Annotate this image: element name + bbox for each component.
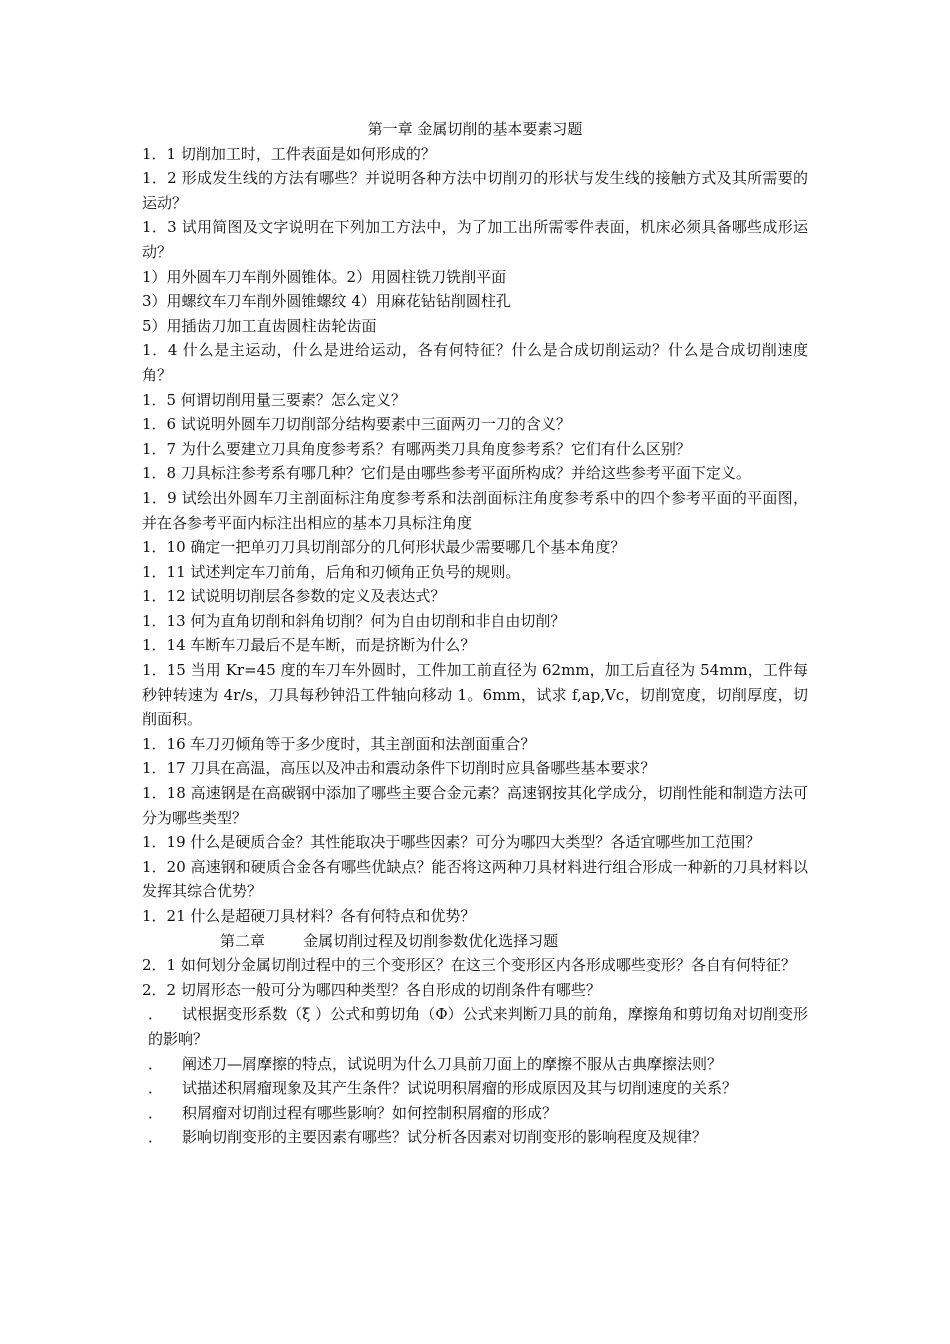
question-1-19: 1．19 什么是硬质合金？其性能取决于哪些因素？可分为哪四大类型？各适宜哪些加工范围？ — [142, 833, 761, 852]
question-1-13: 1．13 何为直角切削和斜角切削？何为自由切削和非自由切削？ — [142, 611, 566, 630]
bullet-question-text: 试描述积屑瘤现象及其产生条件？试说明积屑瘤的形成原因及其与切削速度的关系？ — [182, 1079, 738, 1098]
bullet-mark: ． — [148, 1103, 164, 1122]
question-2-1: 2．1 如何划分金属切削过程中的三个变形区？在这三个变形区内各形成哪些变形？各自有何特征？ — [142, 956, 796, 975]
question-1-16: 1．16 车刀刃倾角等于多少度时，其主剖面和法剖面重合？ — [142, 734, 536, 753]
bullet-question-text: 试根据变形系数（ξ ）公式和剪切角（Φ）公式来判断刀具的前角，摩擦角和剪切角对切削变形的影响？ — [148, 1005, 808, 1048]
question-1-6: 1．6 试说明外圆车刀切削部分结构要素中三面两刃一刀的含义？ — [142, 415, 571, 434]
question-1-3: 1．3 试用简图及文字说明在下列加工方法中，为了加工出所需零件表面，机床必须具备哪些成形运动？ — [142, 218, 808, 261]
question-1-21: 1．21 什么是超硬刀具材料？各有何特点和优势？ — [142, 907, 476, 925]
bullet-question-text: 积屑瘤对切削过程有哪些影响？如何控制积屑瘤的形成？ — [182, 1103, 558, 1122]
question-1-4: 1．4 什么是主运动，什么是进给运动，各有何特征？什么是合成切削运动？什么是合成切削速度角？ — [142, 341, 808, 384]
bullet-question-text: 阐述刀—屑摩擦的特点，试说明为什么刀具前刀面上的摩擦不服从古典摩擦法则？ — [182, 1054, 723, 1073]
bullet-mark: ． — [148, 1054, 164, 1073]
question-1-7: 1．7 为什么要建立刀具角度参考系？有哪两类刀具角度参考系？它们有什么区别？ — [142, 439, 691, 458]
chapter-1-title: 第一章 金属切削的基本要素习题 — [367, 120, 583, 138]
bullet-mark: ． — [148, 1005, 164, 1024]
question-1-20: 1．20 高速钢和硬质合金各有哪些优缺点？能否将这两种刀具材料进行组合形成一种新的刀具材料以发挥其综合优势？ — [142, 857, 808, 901]
bullet-question-text: 影响切削变形的主要因素有哪些？试分析各因素对切削变形的影响程度及规律？ — [182, 1128, 708, 1147]
bullet-mark: ． — [148, 1079, 164, 1098]
bullet-question-1 — [142, 1002, 808, 1051]
question-1-17: 1．17 刀具在高温，高压以及冲击和震动条件下切削时应具备哪些基本要求？ — [142, 759, 656, 778]
bullet-question-4 — [142, 1101, 808, 1126]
bullet-question-2 — [142, 1052, 808, 1077]
bullet-mark: ． — [148, 1128, 164, 1147]
question-1-12: 1．12 试说明切削层各参数的定义及表达式？ — [142, 587, 446, 606]
question-1-2: 1．2 形成发生线的方法有哪些？并说明各种方法中切削刃的形状与发生线的接触方式及其所需要的运动？ — [142, 169, 808, 212]
question-1-9: 1．9 试绘出外圆车刀主剖面标注角度参考系和法剖面标注角度参考系中的四个参考平面的平面图，并在各参考平面内标注出相应的基本刀具标注角度 — [142, 488, 808, 532]
question-1-10: 1．10 确定一把单刃刀具切削部分的几何形状最少需要哪几个基本角度？ — [142, 538, 626, 557]
question-1-1: 1．1 切削加工时，工件表面是如何形成的？ — [142, 144, 436, 163]
chapter-2-title: 第二章 金属切削过程及切削参数优化选择习题 — [220, 931, 559, 950]
document-page — [142, 117, 808, 1150]
question-1-18: 1．18 高速钢是在高碳钢中添加了哪些主要合金元素？高速钢按其化学成分，切削性能和制造方法可分为哪些类型？ — [142, 784, 808, 827]
question-1-5: 1．5 何谓切削用量三要素？怎么定义？ — [142, 390, 406, 409]
question-1-15: 1．15 当用 Kr=45 度的车刀车外圆时，工件加工前直径为 62mm，加工后直径为 54mm，工件每秒钟转速为 4r/s，刀具每秒钟沿工件轴向移动 1。6mm，试求 f,ap,Vc，切削宽度，切削厚度，切削面积。 — [142, 661, 808, 729]
bullet-question-3 — [142, 1076, 808, 1101]
question-1-8: 1．8 刀具标注参考系有哪几种？它们是由哪些参考平面所构成？并给这些参考平面下定义。 — [142, 464, 751, 483]
question-1-3-item-5: 5）用插齿刀加工直齿圆柱齿轮齿面 — [142, 316, 377, 335]
question-1-3-item-1-2: 1）用外圆车刀车削外圆锥体。2）用圆柱铣刀铣削平面 — [142, 267, 507, 286]
bullet-question-5 — [142, 1125, 808, 1150]
question-1-11: 1．11 试述判定车刀前角，后角和刃倾角正负号的规则。 — [142, 562, 521, 581]
question-1-14: 1．14 车断车刀最后不是车断，而是挤断为什么？ — [142, 636, 476, 655]
question-2-2: 2．2 切屑形态一般可分为哪四种类型？各自形成的切削条件有哪些？ — [142, 980, 601, 999]
question-1-3-item-3-4: 3）用螺纹车刀车削外圆锥螺纹 4）用麻花钻钻削圆柱孔 — [142, 292, 511, 311]
